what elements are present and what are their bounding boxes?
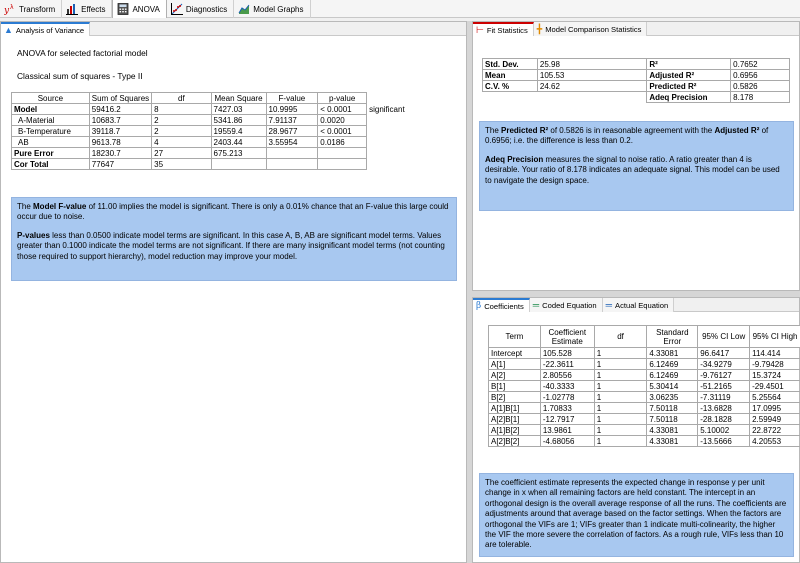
cell [367,115,417,126]
cell: 7.50118 [647,403,698,414]
col-header: Source [12,93,90,104]
tab-label: Fit Statistics [486,25,528,35]
note-bold: Model F-value [33,202,87,211]
note-text: of 0.6956; i.e. the difference is less than 0.2. [485,126,769,146]
table-row [489,381,800,392]
table-row [489,414,800,425]
col-header: F-value [266,93,318,104]
cell: 114.414 [750,348,800,359]
cell: 1 [594,403,647,414]
table-row [12,148,417,159]
cell: 1 [594,359,647,370]
cell: 1 [594,348,647,359]
cell [266,159,318,170]
cell: 0.0186 [318,137,367,148]
cell: 5.25564 [750,392,800,403]
cell: 1 [594,370,647,381]
note-text: less than 0.0500 indicate model terms are significant. In this case A, B, AB are significant model terms. Values greater than 0.1000 indicate the model terms are not significant. If there are many insignificant model terms (not counting those required to support hierarchy), model reduction may improve your model. [17,230,445,261]
cell: 5.10002 [698,425,750,436]
cell: Mean [483,70,538,81]
note-bold: Predicted R² [501,126,549,135]
cell [318,148,367,159]
coefficients-subtabs [473,298,799,312]
cell: 77647 [89,159,151,170]
anova-table [11,92,417,170]
cell: Cor Total [12,159,90,170]
cell: -13.6828 [698,403,750,414]
cell: -51.2165 [698,381,750,392]
cell: 15.3724 [750,370,800,381]
table-row [12,137,417,148]
fit-interpretation-note [479,121,794,211]
cell: 2.59949 [750,414,800,425]
table-row [12,115,417,126]
cell: 10.9995 [266,104,318,115]
note-bold: Adjusted R² [714,126,760,135]
tab-model-comparison-statistics[interactable] [534,22,648,36]
cell: 0.5826 [731,81,790,92]
cell: -40.3333 [540,381,594,392]
col-header: df [594,326,647,348]
cell [367,126,417,137]
cell: < 0.0001 [318,104,367,115]
cell: 7.91137 [266,115,318,126]
col-header: Sum of Squares [89,93,151,104]
cell: 2 [152,126,211,137]
anova-title: ANOVA for selected factorial model [17,48,148,58]
cell: 0.7652 [731,59,790,70]
note-text: of 0.5826 is in reasonable agreement with the [548,126,715,135]
effects-icon [66,3,78,15]
cell: A[1]B[2] [489,425,541,436]
cell: -7.31119 [698,392,750,403]
cell: 2.80556 [540,370,594,381]
cell: 59416.2 [89,104,151,115]
cell: 7427.03 [211,104,266,115]
cell: < 0.0001 [318,126,367,137]
anova-panel [0,21,467,563]
cell: 18230.7 [89,148,151,159]
cell: -12.7917 [540,414,594,425]
table-row [489,392,800,403]
cell: Intercept [489,348,541,359]
anova-interpretation-note [11,197,457,281]
cell: 1 [594,414,647,425]
main-toolbar [0,0,800,18]
note-text: The [485,126,502,135]
cell: 28.9677 [266,126,318,137]
cell: Adeq Precision [647,92,731,103]
cell: -28.1828 [698,414,750,425]
cell: 13.9861 [540,425,594,436]
cell: 5341.86 [211,115,266,126]
cell: Model [12,104,90,115]
cell [367,148,417,159]
cell: 1 [594,381,647,392]
triangle-icon: ▲ [4,24,13,35]
tab-label: Model Graphs [253,4,304,14]
cell: 2 [152,115,211,126]
cell: -4.68056 [540,436,594,447]
cell: 96.6417 [698,348,750,359]
table-row [489,370,800,381]
table-row [489,359,800,370]
col-header: 95% CI High [750,326,800,348]
cell: 2403.44 [211,137,266,148]
cell: 25.98 [537,59,646,70]
fit-statistics-table [482,58,790,103]
tab-model-graphs[interactable] [234,0,310,18]
tab-coded-equation[interactable] [530,298,603,312]
tab-coefficients[interactable] [473,298,530,312]
tab-label: Effects [81,4,106,14]
cell: R² [647,59,731,70]
coefficients-header-row [489,326,800,348]
cell: 7.50118 [647,414,698,425]
cell: 6.12469 [647,370,698,381]
diagnostics-icon [171,3,183,15]
table-row [489,348,800,359]
tab-label: Diagnostics [185,4,228,14]
cell: 0.6956 [731,70,790,81]
cell: 4.33081 [647,348,698,359]
anova-subtabs [1,22,466,36]
anova-header-row [12,93,417,104]
svg-text:y: y [4,6,10,15]
tab-diagnostics[interactable] [167,0,234,18]
tab-analysis-of-variance[interactable] [1,22,90,36]
tab-actual-equation[interactable] [603,298,675,312]
fit-subtabs [473,22,799,36]
significance-label: significant [369,104,405,114]
anova-subtitle: Classical sum of squares - Type II [17,71,143,81]
cell [318,159,367,170]
cell: A[2] [489,370,541,381]
table-row [489,425,800,436]
cell: 9613.78 [89,137,151,148]
table-row [483,92,790,103]
note-bold: Adeq Precision [485,154,544,164]
beta-icon: β [476,300,482,311]
col-header [367,93,417,104]
table-row [12,104,417,115]
equation-icon: ═ [605,299,612,310]
cell: 3.55954 [266,137,318,148]
cell: 35 [152,159,211,170]
cell: Pure Error [12,148,90,159]
cell: 8.178 [731,92,790,103]
calculator-icon [117,3,129,15]
model-graphs-icon [238,3,250,15]
cell: B[1] [489,381,541,392]
cell: 4.20553 [750,436,800,447]
table-row [483,81,790,92]
coefficients-table [488,325,800,447]
cell: 1 [594,425,647,436]
equation-icon: ═ [532,299,540,310]
cell: 3.06235 [647,392,698,403]
col-header: df [152,93,211,104]
transform-icon [4,3,16,15]
cell: -34.9279 [698,359,750,370]
tab-anova[interactable] [112,0,166,18]
cell: 4.33081 [647,436,698,447]
tab-transform[interactable] [0,0,62,18]
cell: 27 [152,148,211,159]
cell: 10683.7 [89,115,151,126]
cell: A[2]B[2] [489,436,541,447]
tab-label: Coefficients [484,301,524,311]
cell: 1.70833 [540,403,594,414]
cell: AB [12,137,90,148]
cell: -13.5666 [698,436,750,447]
cell: 22.8722 [750,425,800,436]
cell: 19559.4 [211,126,266,137]
note-text: measures the signal to noise ratio. A ratio greater than 4 is desirable. Your ratio of 8.178 indicates an adequate signal. This model can be used to navigate the design space. [485,154,780,185]
cell: 39118.7 [89,126,151,137]
table-row [12,159,417,170]
table-row [12,126,417,137]
col-header: Coefficient Estimate [540,326,594,348]
tab-label: Analysis of Variance [15,25,85,35]
cell [211,159,266,170]
cell: 4.33081 [647,425,698,436]
cell: Predicted R² [647,81,731,92]
cell: Std. Dev. [483,59,538,70]
cell [483,92,538,103]
svg-text:λ: λ [10,4,14,11]
cell: 24.62 [537,81,646,92]
coefficients-interpretation-note: The coefficient estimate represents the expected change in response y per unit change in x when all remaining factors are held constant. The intercept in an orthogonal design is the overall average response of all the runs. The coefficients are adjustments around that average based on the factor settings. When the factors are orthogonal the VIFs are 1; VIFs greater than 1 indicate multi-colinearity, the higher the VIF the more severe the correlation of factors. As a rough rule, VIFs less than 10 are tolerable. [479,473,794,557]
model-comparison-icon: ╋ [536,23,543,34]
cell [537,92,646,103]
coefficients-panel [472,297,800,563]
cell: -29.4501 [750,381,800,392]
cell: 8 [152,104,211,115]
tab-label: ANOVA [132,4,160,14]
col-header: p-value [318,93,367,104]
cell: 1 [594,436,647,447]
cell [367,159,417,170]
cell: 1 [594,392,647,403]
table-row [483,70,790,81]
cell [367,137,417,148]
cell: B-Temperature [12,126,90,137]
cell: -9.79428 [750,359,800,370]
note-text: The [17,202,34,211]
cell: -9.76127 [698,370,750,381]
cell: B[2] [489,392,541,403]
cell: A[2]B[1] [489,414,541,425]
tab-label: Actual Equation [615,300,669,310]
tab-effects[interactable] [62,0,112,18]
cell: 675.213 [211,148,266,159]
cell: 0.0020 [318,115,367,126]
cell: -1.02778 [540,392,594,403]
note-bold: P-values [17,230,50,240]
cell: 4 [152,137,211,148]
tab-label: Model Comparison Statistics [545,24,642,34]
fit-statistics-panel [472,21,800,291]
col-header: Mean Square [211,93,266,104]
table-row [489,436,800,447]
note-text: of 11.00 implies the model is significant. There is only a 0.01% chance that an F-value this large could occur due to noise. [17,202,449,222]
cell: 6.12469 [647,359,698,370]
cell: 105.528 [540,348,594,359]
cell: 105.53 [537,70,646,81]
col-header: Standard Error [647,326,698,348]
cell: -22.3611 [540,359,594,370]
col-header: 95% CI Low [698,326,750,348]
tab-label: Coded Equation [542,300,597,310]
cell: C.V. % [483,81,538,92]
cell: 5.30414 [647,381,698,392]
cell: A-Material [12,115,90,126]
cell: A[1] [489,359,541,370]
table-row [489,403,800,414]
cell: Adjusted R² [647,70,731,81]
tab-label: Transform [19,4,56,14]
fit-statistics-icon: ⊢ [476,24,484,35]
col-header: Term [489,326,541,348]
cell: A[1]B[1] [489,403,541,414]
cell: 17.0995 [750,403,800,414]
tab-fit-statistics[interactable] [473,22,534,36]
cell [266,148,318,159]
table-row [483,59,790,70]
